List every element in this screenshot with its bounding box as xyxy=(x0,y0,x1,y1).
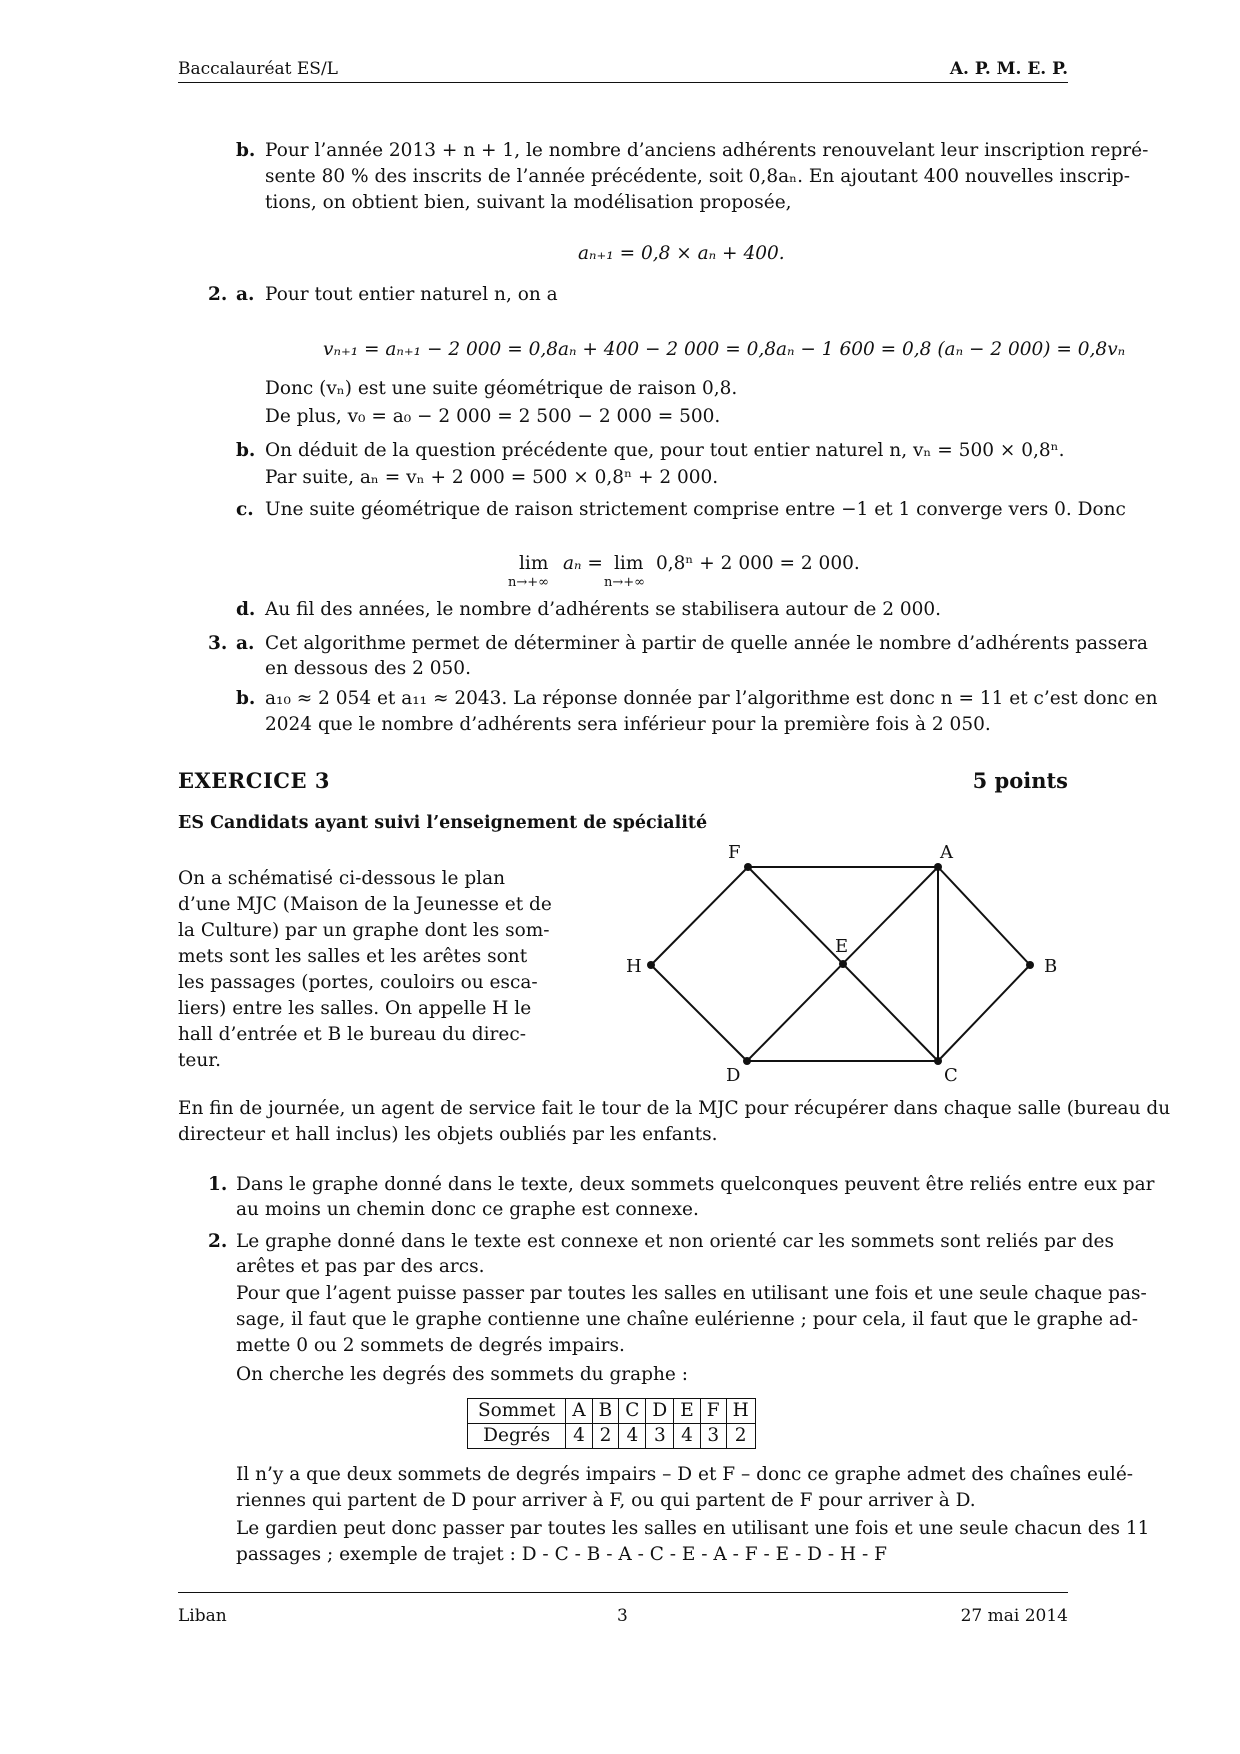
edge-H-F xyxy=(651,867,748,965)
q2d-line-1: Au fil des années, le nombre d’adhérents se stabilisera autour de 2 000. xyxy=(265,599,942,620)
table-row-degrees xyxy=(468,1424,756,1449)
q3a-line-2: en dessous des 2 050. xyxy=(265,658,471,679)
edge-H-D xyxy=(651,965,747,1061)
limit-lim-1: lim xyxy=(519,553,549,574)
footer-left: Liban xyxy=(178,1606,227,1626)
label-B: B xyxy=(1044,956,1058,977)
q2b-label: b. xyxy=(236,440,256,461)
footer-rule xyxy=(178,1592,1068,1593)
para-line-2: directeur et hall inclus) les objets oubliés par les enfants. xyxy=(178,1124,718,1145)
limit-sub-2: n→+∞ xyxy=(604,575,645,590)
ex3-q2-line-2: arêtes et pas par des arcs. xyxy=(236,1256,485,1277)
vertex-H xyxy=(647,961,655,969)
footer-right: 27 mai 2014 xyxy=(960,1606,1068,1626)
table-cell: C xyxy=(619,1399,646,1424)
ex3-q2-line-1: Le graphe donné dans le texte est connexe et non orienté car les sommets sont reliés par des xyxy=(236,1231,1114,1252)
equation-recurrence: aₙ₊₁ = 0,8 × aₙ + 400. xyxy=(578,243,785,264)
header-left: Baccalauréat ES/L xyxy=(178,59,338,79)
table-cell: 3 xyxy=(646,1424,674,1449)
graph-vertices xyxy=(647,863,1034,1065)
q3-number: 3. xyxy=(208,633,228,654)
edge-A-B xyxy=(938,867,1030,965)
q2b-line-1: On déduit de la question précédente que, pour tout entier naturel n, vₙ = 500 × 0,8ⁿ. xyxy=(265,440,1065,461)
q1b-line-3: tions, on obtient bien, suivant la modélisation proposée, xyxy=(265,192,792,213)
ex3-q2-line-4: sage, il faut que le graphe contienne une chaîne eulérienne ; pour cela, il faut que le graphe ad- xyxy=(236,1309,1138,1330)
q1b-label: b. xyxy=(236,140,256,161)
limit-result: 0,8ⁿ + 2 000 = 2 000. xyxy=(656,553,860,574)
label-C: C xyxy=(944,1065,958,1086)
degrees-table xyxy=(467,1398,756,1449)
ex3-q2-line-3: Pour que l’agent puisse passer par toutes les salles en utilisant une fois et une seule chaque pas- xyxy=(236,1283,1147,1304)
table-cell: A xyxy=(566,1399,592,1424)
ex3-q2-line-6: On cherche les degrés des sommets du graphe : xyxy=(236,1364,688,1385)
vertex-B xyxy=(1026,961,1034,969)
table-cell: 4 xyxy=(566,1424,592,1449)
vertex-C xyxy=(934,1057,942,1065)
ex3-q1-number: 1. xyxy=(208,1174,228,1195)
exercise-points: 5 points xyxy=(972,768,1068,793)
equation-geometric: vₙ₊₁ = aₙ₊₁ − 2 000 = 0,8aₙ + 400 − 2 000 = 0,8aₙ − 1 600 = 0,8 (aₙ − 2 000) = 0,8vₙ xyxy=(323,339,1126,360)
q2c-label: c. xyxy=(236,499,254,520)
table-cell: 4 xyxy=(619,1424,646,1449)
header-right: A. P. M. E. P. xyxy=(949,59,1068,79)
table-row-vertices xyxy=(468,1399,756,1424)
header-rule xyxy=(178,82,1068,83)
q3b-label: b. xyxy=(236,688,256,709)
mjc-graph xyxy=(600,840,1080,1090)
ex3-q2-number: 2. xyxy=(208,1231,228,1252)
label-A: A xyxy=(940,842,953,863)
q3a-line-1: Cet algorithme permet de déterminer à partir de quelle année le nombre d’adhérents passera xyxy=(265,633,1148,654)
q3b-line-1: a₁₀ ≈ 2 054 et a₁₁ ≈ 2043. La réponse donnée par l’algorithme est donc n = 11 et c’est donc en xyxy=(265,688,1158,709)
ex3-q1-line-2: au moins un chemin donc ce graphe est connexe. xyxy=(236,1199,699,1220)
intro-line-7: hall d’entrée et B le bureau du direc- xyxy=(178,1024,526,1045)
ex3-q1-line-1: Dans le graphe donné dans le texte, deux sommets quelconques peuvent être reliés entre eux par xyxy=(236,1174,1155,1195)
label-F: F xyxy=(728,842,741,863)
vertex-E xyxy=(839,960,847,968)
intro-line-3: la Culture) par un graphe dont les som- xyxy=(178,920,550,941)
q1b-line-2: sente 80 % des inscrits de l’année précédente, soit 0,8aₙ. En ajoutant 400 nouvelles inscrip- xyxy=(265,166,1130,187)
intro-line-4: mets sont les salles et les arêtes sont xyxy=(178,946,528,967)
conclusion-line-3: Le gardien peut donc passer par toutes les salles en utilisant une fois et une seule chacun des 11 xyxy=(236,1518,1150,1539)
vertex-A xyxy=(934,863,942,871)
intro-line-1: On a schématisé ci-dessous le plan xyxy=(178,868,506,889)
table-header-degres: Degrés xyxy=(468,1424,566,1449)
ex3-q2-line-5: mette 0 ou 2 sommets de degrés impairs. xyxy=(236,1335,625,1356)
exercise-title: EXERCICE 3 xyxy=(178,768,330,793)
table-cell: B xyxy=(592,1399,619,1424)
para-line-1: En fin de journée, un agent de service fait le tour de la MJC pour récupérer dans chaque salle (bureau du xyxy=(178,1098,1171,1119)
table-cell: 2 xyxy=(592,1424,619,1449)
table-cell: 3 xyxy=(700,1424,726,1449)
intro-line-6: liers) entre les salles. On appelle H le xyxy=(178,998,532,1019)
limit-an: aₙ = xyxy=(563,553,603,574)
q2-number: 2. xyxy=(208,284,228,305)
label-E: E xyxy=(835,936,849,957)
limit-lim-2: lim xyxy=(614,553,644,574)
limit-sub-1: n→+∞ xyxy=(508,575,549,590)
table-cell: D xyxy=(646,1399,674,1424)
q2c-line-1: Une suite géométrique de raison strictement comprise entre −1 et 1 converge vers 0. Donc xyxy=(265,499,1126,520)
conclusion-line-1: Il n’y a que deux sommets de degrés impairs – D et F – donc ce graphe admet des chaînes eulé- xyxy=(236,1464,1134,1485)
intro-line-5: les passages (portes, couloirs ou esca- xyxy=(178,972,538,993)
edge-B-C xyxy=(938,965,1030,1061)
q3b-line-2: 2024 que le nombre d’adhérents sera inférieur pour la première fois à 2 050. xyxy=(265,714,991,735)
table-header-sommet: Sommet xyxy=(468,1399,566,1424)
vertex-D xyxy=(743,1057,751,1065)
table-cell: H xyxy=(726,1399,755,1424)
label-D: D xyxy=(726,1065,741,1086)
q1b-line-1: Pour l’année 2013 + n + 1, le nombre d’anciens adhérents renouvelant leur inscription repré- xyxy=(265,140,1149,161)
intro-line-8: teur. xyxy=(178,1050,221,1071)
q2d-label: d. xyxy=(236,599,256,620)
table-cell: E xyxy=(674,1399,701,1424)
table-cell: F xyxy=(700,1399,726,1424)
q2a-line-2: Donc (vₙ) est une suite géométrique de raison 0,8. xyxy=(265,378,738,399)
q2a-intro: Pour tout entier naturel n, on a xyxy=(265,284,558,305)
table-cell: 2 xyxy=(726,1424,755,1449)
vertex-F xyxy=(744,863,752,871)
page-number: 3 xyxy=(617,1606,628,1626)
label-H: H xyxy=(626,956,642,977)
exercise-subtitle: ES Candidats ayant suivi l’enseignement de spécialité xyxy=(178,813,708,833)
q2a-line-3: De plus, v₀ = a₀ − 2 000 = 2 500 − 2 000 = 500. xyxy=(265,406,721,427)
q3a-label: a. xyxy=(236,633,255,654)
table-cell: 4 xyxy=(674,1424,701,1449)
intro-line-2: d’une MJC (Maison de la Jeunesse et de xyxy=(178,894,552,915)
conclusion-line-2: riennes qui partent de D pour arriver à F, ou qui partent de F pour arriver à D. xyxy=(236,1490,976,1511)
conclusion-line-4: passages ; exemple de trajet : D - C - B - A - C - E - A - F - E - D - H - F xyxy=(236,1544,887,1565)
q2b-line-2: Par suite, aₙ = vₙ + 2 000 = 500 × 0,8ⁿ + 2 000. xyxy=(265,467,719,488)
q2a-label: a. xyxy=(236,284,255,305)
